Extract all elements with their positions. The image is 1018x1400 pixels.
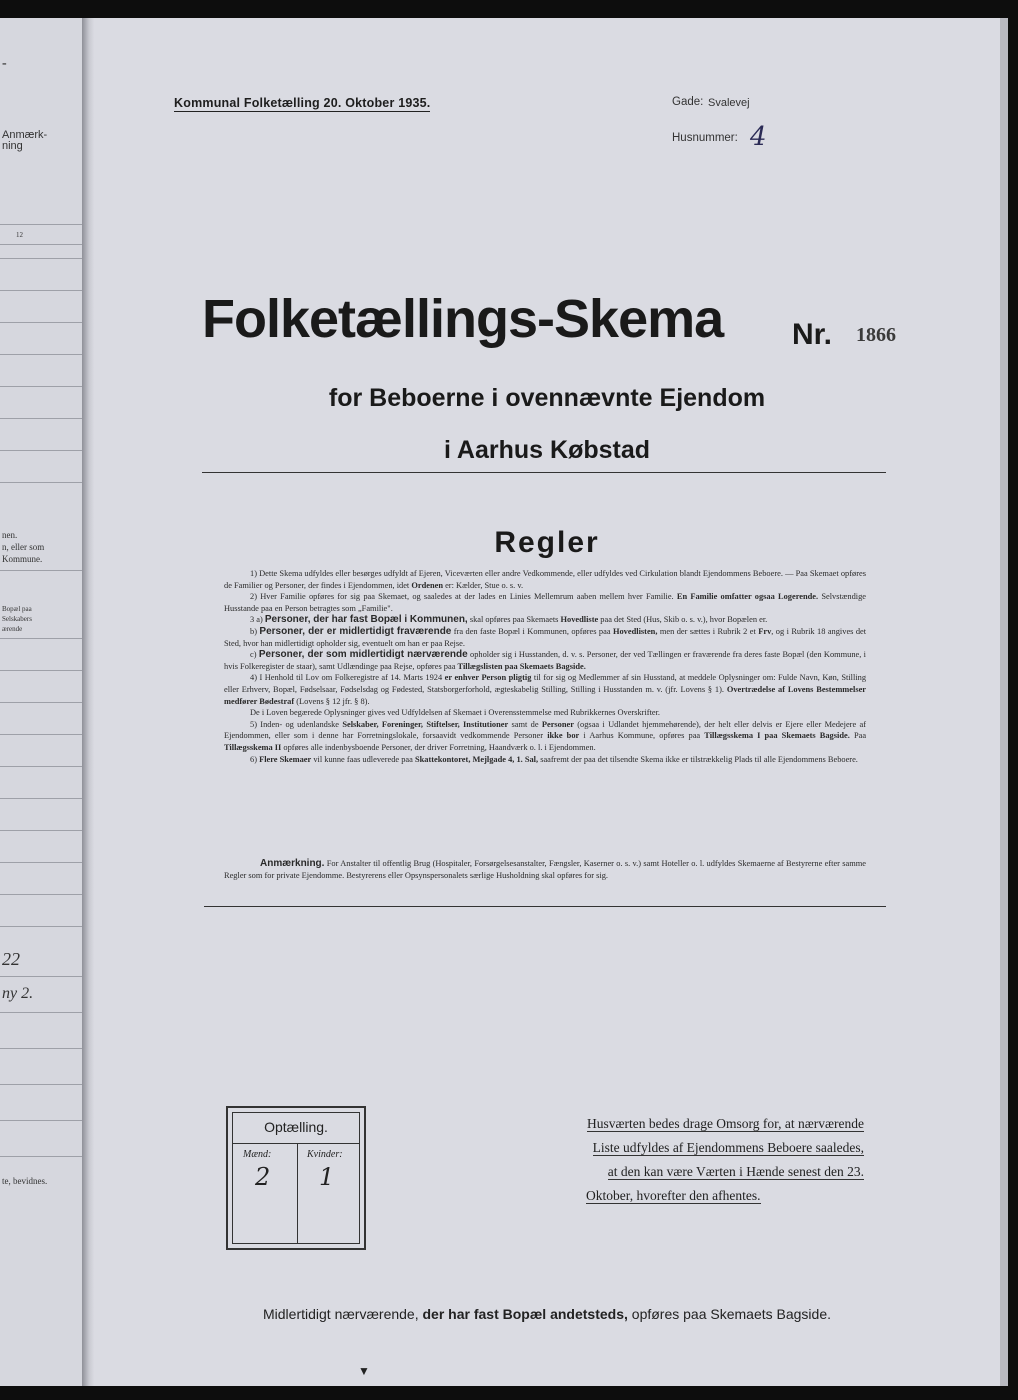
form-subtitle-1: for Beboerne i ovennævnte Ejendom (328, 384, 766, 412)
tally-men-label: Mænd: (243, 1149, 272, 1160)
street-label: Gade: (672, 96, 704, 108)
left-header: Anmærk- ning (2, 129, 48, 152)
rule-3a: 3 a) Personer, der har fast Bopæl i Kommunen, skal opføres paa Skemaets Hovedliste paa det Sted (Hus, Skib o. s. v.), hvor Bopælen er. (250, 614, 768, 626)
tally-women-label: Kvinder: (307, 1149, 343, 1160)
rule-4: 4) I Henhold til Lov om Folkeregistre af 14. Marts 1924 er enhver Person pligtig til for sig og Medlemmer af sin Husstand, at meddele Oplysninger om: Fulde Navn, Køn, Stilling eller Erhverv, Bopæl, Fødselsaar, Fødselsdag og Fødested, Statsborgerforhold, ægteskabelig Stilling, Stilling i Husstanden m. v. (jfr. Lovens § 1). Overtrædelse af Lovens Bestemmelser medfører Bødestraf (Lovens § 12 jfr. § 8). (224, 673, 867, 706)
page-edge (1000, 18, 1008, 1386)
left-fragment-2: n, eller som (2, 542, 45, 552)
house-number-value: 4 (750, 122, 767, 152)
pointer-mark: ▼ (358, 1364, 370, 1378)
book-gutter (82, 18, 94, 1386)
rule-6: 6) Flere Skemaer vil kunne faas udleverede paa Skattekontoret, Mejlgade 4, 1. Sal, saafremt der paa det tilsendte Skema ikke er tilstrækkelig Plads til alle Ejendommens Beboere. (250, 754, 858, 764)
left-fragment-5: Selskabers (2, 615, 32, 623)
tally-title: Optælling. (264, 1119, 328, 1135)
notice-line-2: Liste udfyldes af Ejendommens Beboere saaledes, (592, 1140, 864, 1155)
divider-bottom (204, 906, 886, 907)
street-value: Svalevej (708, 97, 750, 109)
rule-5: 5) Inden- og udenlandske Selskaber, Foreninger, Stiftelser, Institutioner samt de Personer (ogsaa i Udlandet hjemmehørende), der helt eller delvis er Ejere eller Medejere af Ejendommen, eller som i denne har Forretningslokale, forsaavidt vedkommende Personer ikke bor i Aarhus Kommune, opføres paa Tillægsskema I paa Skemaets Bagside. Paa Tillægsskema II opføres alle indenbysboende Personer, der driver Forretning, Haandværk o. l. i Ejendommen. (224, 719, 867, 752)
rule-3c: c) Personer, der som midlertidigt nærværende opholder sig i Husstanden, d. v. s. Personer, der ved Tællingen er fraværende fra deres faste Bopæl (den Kommune, i hvis Folkeregister de staar), samt Udlændinge paa Rejse, opføres paa Tillægslisten paa Skemaets Bagside. (224, 649, 867, 671)
rule-3b: b) Personer, der er midlertidigt fraværende fra den faste Bopæl i Kommunen, opføres paa Hovedlisten, men der sættes i Rubrik 2 et Frv, og i Rubrik 18 angives det Sted, hvor han midlertidigt opholder sig, eventuelt om han er paa Rejse. (224, 625, 867, 648)
landlord-notice (532, 1112, 864, 1208)
left-page-fragment (0, 18, 84, 1386)
rule-4-note: De i Loven begærede Oplysninger gives ved Udfyldelsen af Skemaet i Overensstemmelse med Rubrikkernes Overskrifter. (250, 708, 661, 718)
form-number-label: Nr. (792, 318, 833, 351)
left-fragment-1: nen. (2, 530, 18, 540)
left-col-number: 12 (16, 231, 23, 239)
rules-heading: Regler (494, 526, 600, 559)
left-mark: - (2, 56, 7, 71)
census-title: Kommunal Folketælling 20. Oktober 1935. (174, 96, 431, 110)
tally-women-value: 1 (319, 1163, 335, 1191)
rule-2: 2) Hver Familie opføres for sig paa Skemaet, og saaledes at der lades en Linies Mellemrum aaben mellem hver Familie. En Familie omfatter ogsaa Logerende. Selvstændige Husstande paa en Person betragtes som „Familie". (224, 592, 867, 613)
tally-box (226, 1106, 366, 1250)
rule-1: 1) Dette Skema udfyldes eller besørges udfyldt af Ejeren, Viceværten eller andre Vedkommende, eller udfyldes ved Cirkulation blandt Ejendommens Beboere. — Paa Skemaet opføres de Familier og Personer, der findes i Ejendommen, idet Ordenen er: Kælder, Stue o. s. v. (224, 569, 866, 590)
notice-line-4: Oktober, hvorefter den afhentes. (586, 1188, 761, 1203)
notice-line-1: Husværten bedes drage Omsorg for, at nærværende (586, 1116, 864, 1131)
remark-section (224, 858, 866, 881)
form-title: Folketællings-Skema (202, 289, 724, 349)
notice-line-3: at den kan være Værten i Hænde senest den 23. (607, 1164, 864, 1179)
rules-text (224, 568, 866, 765)
left-fragment-3: Kommune. (2, 554, 43, 564)
left-fragment-4: Bopæl paa (2, 605, 32, 613)
form-subtitle-2: i Aarhus Købstad (443, 436, 651, 464)
left-fragment-6: ærende (2, 625, 23, 633)
tally-men-value: 2 (255, 1163, 271, 1191)
remark-label: Anmærkning. (260, 858, 325, 869)
left-handwriting-2: ny 2. (2, 985, 34, 1002)
footer-note: Midlertidigt nærværende, der har fast Bopæl andetsteds, opføres paa Skemaets Bagside. (262, 1306, 832, 1322)
house-number-label: Husnummer: (672, 132, 738, 144)
divider-top (202, 472, 886, 473)
remark-text: For Anstalter til offentlig Brug (Hospitaler, Forsørgelsesanstalter, Fængsler, Kaserner o. s. v.) samt Hoteller o. l. udfyldes Skemaerne af Bestyrerne efter samme Regler som for private Ejendomme. Bestyrerens eller Opsynspersonalets særlige Husholdning skal opføres for sig. (224, 859, 866, 880)
census-form-page (94, 18, 1000, 1386)
form-number-value: 1866 (856, 324, 896, 346)
left-handwriting-1: 22 (2, 949, 20, 969)
left-fragment-7: te, bevidnes. (2, 1176, 48, 1186)
